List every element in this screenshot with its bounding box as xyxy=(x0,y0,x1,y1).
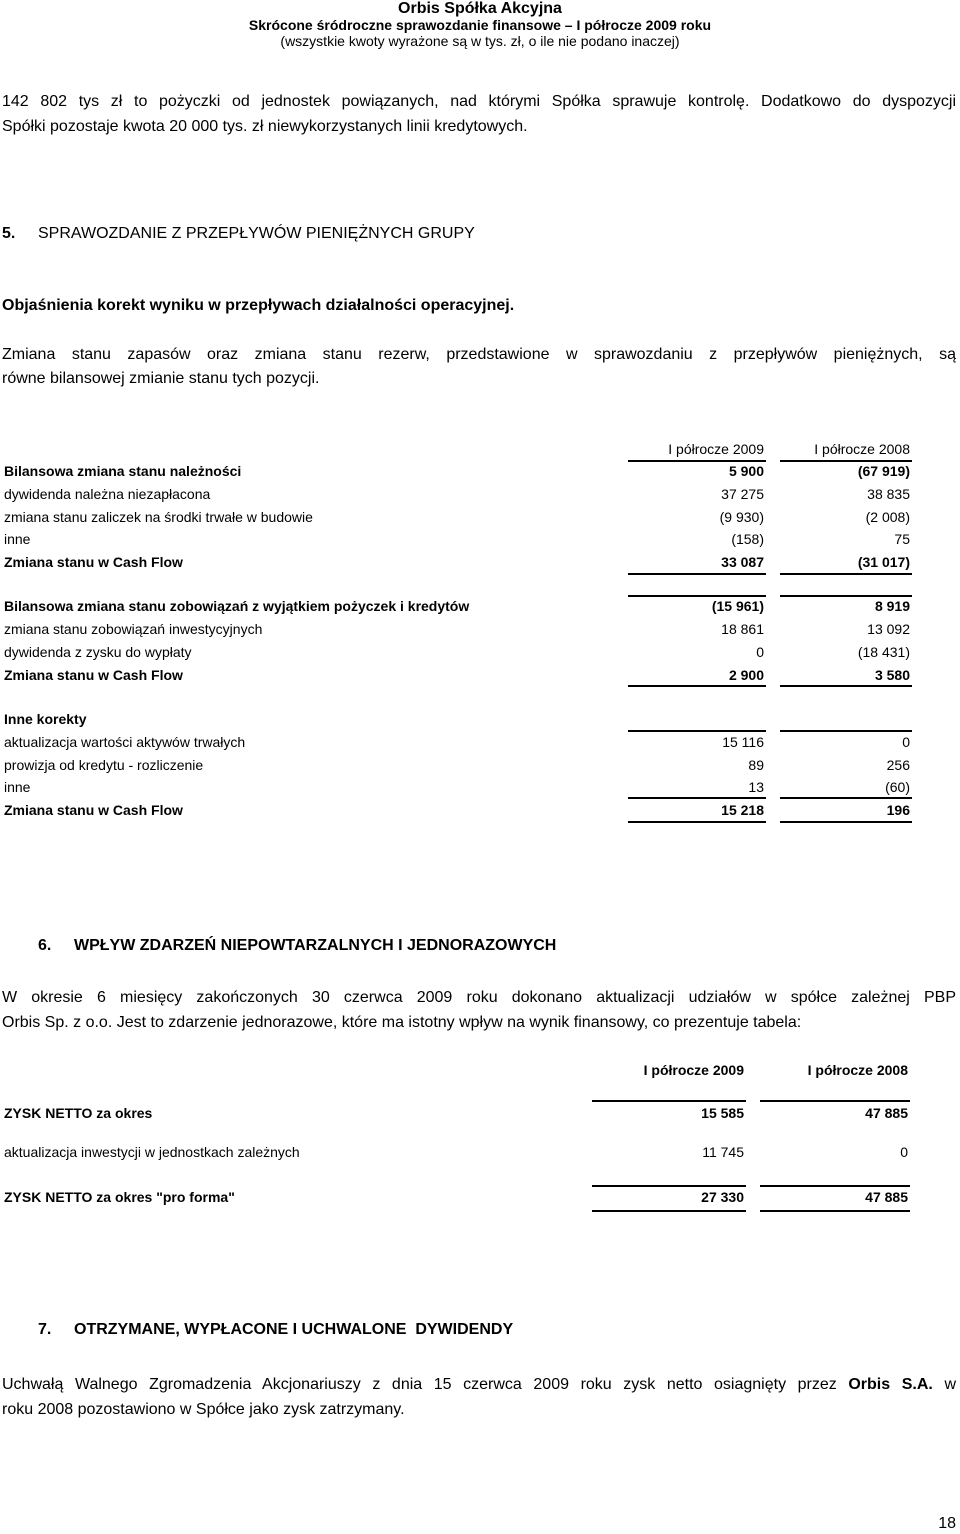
rule-line xyxy=(780,821,912,823)
rule-line xyxy=(780,797,912,799)
rule-line xyxy=(628,821,766,823)
table-row: Bilansowa zmiana stanu należności 5 900 (67 919) xyxy=(4,463,910,479)
table-row-total: Zmiana stanu w Cash Flow 15 218 196 xyxy=(4,802,910,818)
company-name: Orbis Spółka Akcyjna xyxy=(398,0,562,17)
table-row: zmiana stanu zobowiązań inwestycyjnych 18 861 13 092 xyxy=(4,621,910,637)
section-5-title: SPRAWOZDANIE Z PRZEPŁYWÓW PIENIĘŻNYCH GRUPY xyxy=(38,225,475,242)
company-name-bold: Orbis S.A. xyxy=(848,1376,933,1393)
report-title: Skrócone śródroczne sprawozdanie finansowe – I półrocze 2009 roku xyxy=(248,17,712,33)
rule-line xyxy=(592,1100,746,1102)
amounts-note: (wszystkie kwoty wyrażone są w tys. zł, o ile nie podano inaczej) xyxy=(280,33,680,49)
rule-line xyxy=(760,1210,910,1212)
table-row: inne (158) 75 xyxy=(4,531,910,547)
table-row: dywidenda z zysku do wypłaty 0 (18 431) xyxy=(4,644,910,660)
table-row: aktualizacja wartości aktywów trwałych 15 116 0 xyxy=(4,734,910,750)
section-5-heading xyxy=(2,222,475,246)
rule-line xyxy=(628,460,766,462)
intro-line-1: 142 802 tys zł to pożyczki od jednostek powiązanych, nad którymi Spółka sprawuje kontrolę. Dodatkowo do dyspozycji xyxy=(2,93,956,110)
rule-line xyxy=(760,1100,910,1102)
rule-line xyxy=(592,1210,746,1212)
section-6-para-line-1: W okresie 6 miesięcy zakończonych 30 czerwca 2009 roku dokonano aktualizacji udziałów w spółce zależnej PBP xyxy=(2,989,956,1006)
rule-line xyxy=(780,595,912,597)
intro-line-2: Spółki pozostaje kwota 20 000 tys. zł niewykorzystanych linii kredytowych. xyxy=(2,118,528,135)
rule-line xyxy=(628,730,766,732)
table-header-row xyxy=(0,1058,960,1082)
section-7-para-line-2: roku 2008 pozostawiono w Spółce jako zysk zatrzymany. xyxy=(2,1401,405,1418)
table-header-row xyxy=(0,438,960,460)
table-row-total: Zmiana stanu w Cash Flow 33 087 (31 017) xyxy=(4,554,910,570)
rule-line xyxy=(780,730,912,732)
table-row: dywidenda należna niezapłacona 37 275 38 835 xyxy=(4,486,910,502)
section-7-number: 7. xyxy=(38,1321,52,1338)
section-5-subtitle: Objaśnienia korekt wyniku w przepływach działalności operacyjnej. xyxy=(2,297,515,314)
section-6-title: WPŁYW ZDARZEŃ NIEPOWTARZALNYCH I JEDNORAZOWYCH xyxy=(74,937,557,954)
table-row-total: ZYSK NETTO za okres "pro forma" 27 330 47 885 xyxy=(4,1189,908,1205)
column-header-2009: I półrocze 2009 xyxy=(643,1062,744,1078)
page-number: 18 xyxy=(938,1515,956,1532)
table-row-group-heading: Inne korekty xyxy=(4,711,87,727)
section-6-heading xyxy=(38,934,556,958)
rule-line xyxy=(628,595,766,597)
rule-line xyxy=(592,1185,746,1187)
rule-line xyxy=(628,797,766,799)
rule-line xyxy=(780,460,912,462)
section-5-para-line-1: Zmiana stanu zapasów oraz zmiana stanu rezerw, przedstawione w sprawozdaniu z przepływów pieniężnych, są xyxy=(2,346,956,363)
section-6-para-line-2: Orbis Sp. z o.o. Jest to zdarzenie jednorazowe, które ma istotny wpływ na wynik finansowy, co prezentuje tabela: xyxy=(2,1014,802,1031)
section-7-para-line-1: Uchwałą Walnego Zgromadzenia Akcjonariuszy z dnia 15 czerwca 2009 roku zysk netto osiagnięty przez Orbis S.A. w xyxy=(2,1376,956,1393)
column-header-2008: I półrocze 2008 xyxy=(807,1062,908,1078)
rule-line xyxy=(760,1185,910,1187)
rule-line xyxy=(780,573,912,575)
section-5-para-line-2: równe bilansowej zmianie stanu tych pozycji. xyxy=(2,370,320,387)
section-7-title: OTRZYMANE, WYPŁACONE I UCHWALONE DYWIDENDY xyxy=(74,1321,514,1338)
table-row: aktualizacja inwestycji w jednostkach zależnych 11 745 0 xyxy=(4,1144,908,1160)
table-row: Bilansowa zmiana stanu zobowiązań z wyjątkiem pożyczek i kredytów (15 961) 8 919 xyxy=(4,598,910,614)
table-row: ZYSK NETTO za okres 15 585 47 885 xyxy=(4,1105,908,1121)
table-row: inne 13 (60) xyxy=(4,779,910,795)
column-header-2009: I półrocze 2009 xyxy=(668,441,764,457)
table-row-total: Zmiana stanu w Cash Flow 2 900 3 580 xyxy=(4,667,910,683)
rule-line xyxy=(628,685,766,687)
section-6-number: 6. xyxy=(38,937,52,954)
section-5-number: 5. xyxy=(2,225,16,242)
column-header-2008: I półrocze 2008 xyxy=(814,441,910,457)
table-row: zmiana stanu zaliczek na środki trwałe w budowie (9 930) (2 008) xyxy=(4,509,910,525)
rule-line xyxy=(628,573,766,575)
section-7-heading xyxy=(38,1318,513,1342)
table-row: prowizja od kredytu - rozliczenie 89 256 xyxy=(4,757,910,773)
rule-line xyxy=(780,685,912,687)
